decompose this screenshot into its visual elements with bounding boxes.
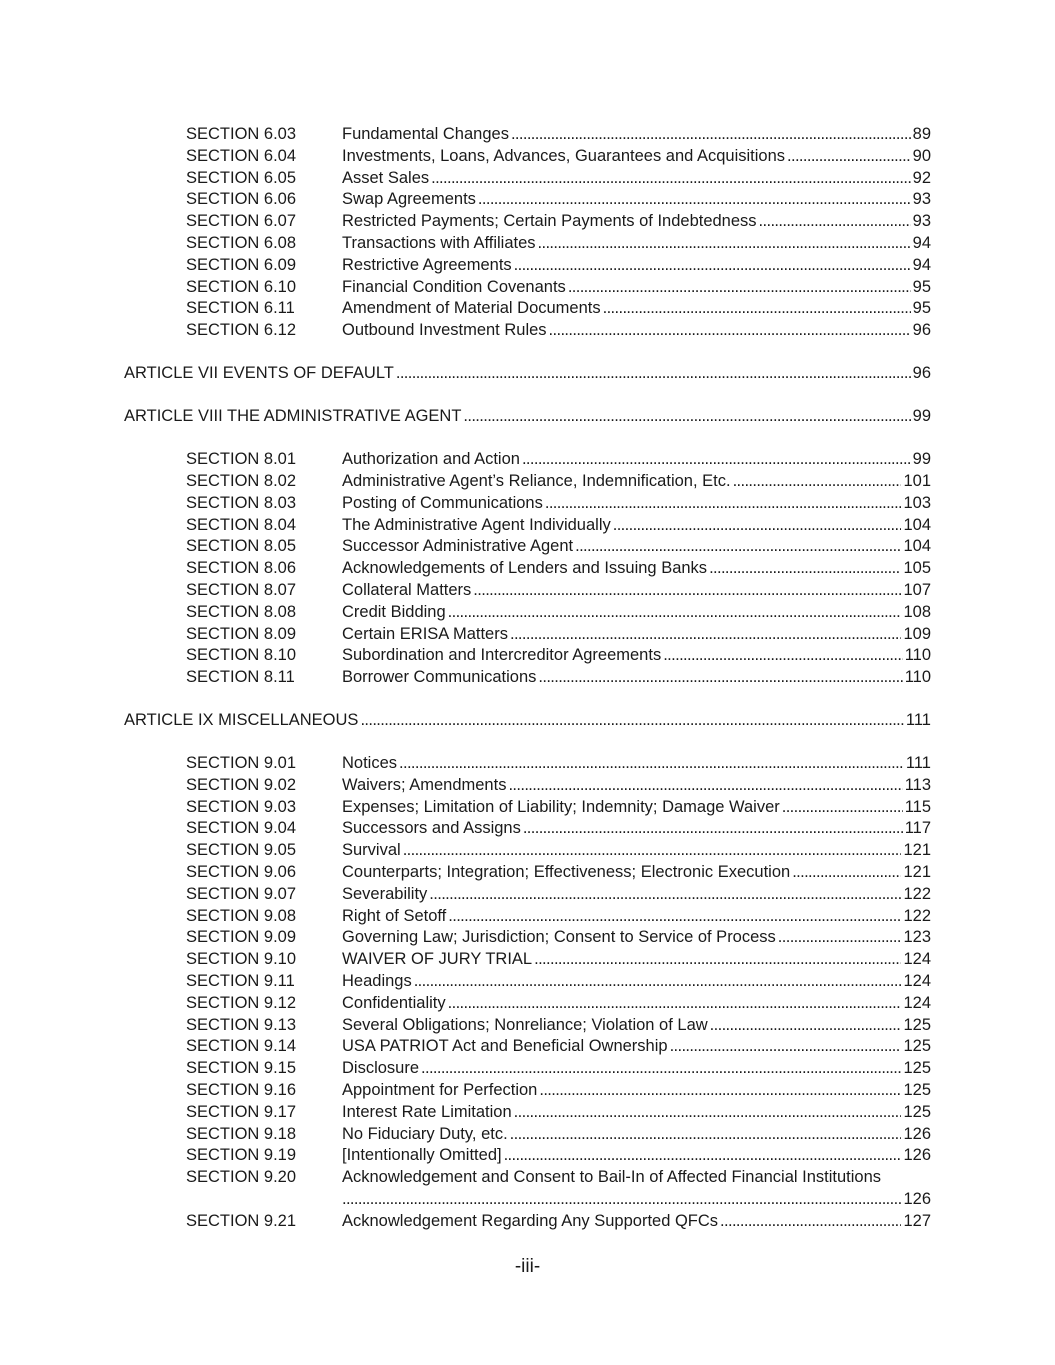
section-number: SECTION 8.09 [186,624,297,643]
section-number: SECTION 8.03 [186,493,297,512]
article-title: ARTICLE VII EVENTS OF DEFAULT [124,364,394,383]
section-number: SECTION 9.06 [186,863,297,882]
toc-section-row[interactable] [0,168,1055,190]
section-title: Successors and Assigns [342,819,521,838]
section-page: 124 [903,993,931,1012]
toc-section-row[interactable] [0,580,1055,602]
dot-leader [709,558,901,580]
dot-leader [778,927,902,949]
section-title: Amendment of Material Documents [342,299,601,318]
section-number: SECTION 9.14 [186,1037,297,1056]
section-page: 109 [903,624,931,643]
section-page: 126 [903,1190,931,1208]
section-number: SECTION 9.15 [186,1059,297,1078]
toc-article-7[interactable] [0,363,1055,385]
table-of-contents [0,124,1055,1233]
section-page: 127 [903,1211,931,1230]
dot-leader [523,818,903,840]
section-page: 103 [903,493,931,512]
section-title: Financial Condition Covenants [342,277,566,296]
section-number: SECTION 8.08 [186,602,297,621]
section-number: SECTION 6.11 [186,299,295,318]
section-page: 124 [903,950,931,969]
section-page: 123 [903,928,931,947]
section-title: Right of Setoff [342,906,447,925]
section-page: 94 [912,255,931,274]
section-number: SECTION 9.09 [186,928,297,947]
dot-leader [792,862,901,884]
section-title: Governing Law; Jurisdiction; Consent to Service of Process [342,928,776,947]
section-title: [Intentionally Omitted] [342,1146,502,1165]
toc-section-row[interactable] [0,255,1055,277]
dot-leader [504,1145,902,1167]
section-title: Disclosure [342,1059,420,1078]
dot-leader [733,471,902,493]
section-number: SECTION 9.10 [186,950,297,969]
spacer [0,385,1055,406]
section-number: SECTION 9.02 [186,775,297,794]
section-page: 126 [903,1124,931,1143]
section-page: 107 [903,580,931,599]
toc-section-row[interactable] [0,298,1055,320]
dot-leader [549,320,911,342]
toc-section-row[interactable] [0,1036,1055,1058]
section-number: SECTION 9.03 [186,797,297,816]
toc-section-row[interactable] [0,797,1055,819]
section-page: 125 [903,1015,931,1034]
toc-article-9[interactable] [0,710,1055,732]
toc-section-row[interactable] [0,602,1055,624]
section-title: Certain ERISA Matters [342,624,508,643]
toc-section-row[interactable] [0,753,1055,775]
toc-section-row[interactable] [0,949,1055,971]
section-title: Confidentiality [342,993,446,1012]
section-title: Subordination and Intercreditor Agreements [342,646,662,665]
section-page: 104 [903,537,931,556]
dot-leader [603,298,911,320]
section-page: 99 [912,450,931,469]
dot-leader [508,775,902,797]
section-number: SECTION 8.11 [186,668,295,687]
section-title: Transactions with Affiliates [342,233,536,252]
toc-section-row[interactable] [0,1102,1055,1124]
article-title: ARTICLE IX MISCELLANEOUS [124,711,359,730]
section-number: SECTION 9.05 [186,841,297,860]
section-title: USA PATRIOT Act and Beneficial Ownership [342,1037,668,1056]
dot-leader [514,255,911,277]
section-title: Waivers; Amendments [342,775,507,794]
toc-section-row[interactable] [0,775,1055,797]
section-page: 122 [903,884,931,903]
section-page: 126 [903,1146,931,1165]
dot-leader [473,580,901,602]
section-title: Several Obligations; Nonreliance; Violation of Law [342,1015,708,1034]
toc-section-row[interactable] [0,536,1055,558]
section-page: 113 [904,775,931,794]
section-number: SECTION 9.13 [186,1015,297,1034]
section-number: SECTION 6.06 [186,190,297,209]
section-number: SECTION 9.07 [186,884,297,903]
section-number: SECTION 8.04 [186,515,297,534]
spacer [0,732,1055,753]
section-title: Swap Agreements [342,190,476,209]
section-title: Collateral Matters [342,580,472,599]
article-page: 99 [912,407,931,426]
section-title: Expenses; Limitation of Liability; Indemnity; Damage Waiver [342,797,780,816]
section-number: SECTION 8.06 [186,559,297,578]
section-page: 121 [903,863,931,882]
dot-leader [396,363,911,385]
section-number: SECTION 9.18 [186,1124,297,1143]
section-title: Acknowledgement and Consent to Bail-In of Affected Financial Institutions [342,1168,882,1187]
section-number: SECTION 9.11 [186,972,295,991]
section-page: 125 [903,1059,931,1078]
dot-leader [538,667,902,689]
dot-leader [399,753,904,775]
section-page: 115 [904,797,931,816]
section-title: No Fiduciary Duty, etc. [342,1124,508,1143]
toc-section-row[interactable] [0,146,1055,168]
section-title: Outbound Investment Rules [342,321,547,340]
spacer [0,342,1055,363]
spacer [0,428,1055,449]
dot-leader [539,1080,901,1102]
section-number: SECTION 6.09 [186,255,297,274]
section-page: 104 [903,515,931,534]
dot-leader [448,906,901,928]
section-number: SECTION 6.10 [186,277,297,296]
toc-section-row[interactable] [0,449,1055,471]
section-title: Restrictive Agreements [342,255,512,274]
dot-leader [514,1102,902,1124]
toc-section-row[interactable] [0,667,1055,689]
dot-leader [360,710,903,732]
section-title: Survival [342,841,401,860]
section-list-article-6 [0,124,1055,342]
dot-leader [613,515,902,537]
toc-section-row[interactable] [0,1015,1055,1037]
section-title: Administrative Agent’s Reliance, Indemnification, Etc. [342,471,731,490]
section-title: The Administrative Agent Individually [342,515,611,534]
toc-section-row[interactable] [0,971,1055,993]
section-page: 108 [903,602,931,621]
section-number: SECTION 8.01 [186,450,297,469]
section-page: 125 [903,1081,931,1100]
section-page: 110 [904,646,931,665]
dot-leader [670,1036,902,1058]
section-page: 95 [912,277,931,296]
section-number: SECTION 8.05 [186,537,297,556]
dot-leader [448,602,902,624]
toc-section-row[interactable] [0,211,1055,233]
toc-section-row[interactable] [0,320,1055,342]
section-page: 94 [912,233,931,252]
toc-section-row[interactable] [0,471,1055,493]
dot-leader [414,971,902,993]
toc-section-row[interactable] [0,493,1055,515]
section-page: 95 [912,299,931,318]
dot-leader [429,884,901,906]
section-number: SECTION 9.12 [186,993,297,1012]
section-number: SECTION 9.08 [186,906,297,925]
section-title: Severability [342,884,428,903]
section-title: Successor Administrative Agent [342,537,574,556]
toc-section-row[interactable] [0,645,1055,667]
section-page: 124 [903,972,931,991]
toc-section-row[interactable] [0,818,1055,840]
section-number: SECTION 6.04 [186,146,297,165]
toc-section-row[interactable] [0,233,1055,255]
section-page: 110 [904,668,931,687]
section-page: 117 [904,819,931,838]
toc-section-row[interactable] [0,862,1055,884]
section-number: SECTION 6.12 [186,321,297,340]
toc-section-row[interactable] [0,993,1055,1015]
toc-section-row[interactable] [0,906,1055,928]
toc-section-row[interactable] [0,558,1055,580]
dot-leader [720,1211,901,1233]
toc-section-row[interactable] [0,1080,1055,1102]
section-page: 92 [912,168,931,187]
section-title: Credit Bidding [342,602,446,621]
section-number: SECTION 9.16 [186,1081,297,1100]
toc-section-9-21[interactable] [0,1211,1055,1233]
dot-leader [759,211,911,233]
dot-leader [538,233,911,255]
section-number: SECTION 8.02 [186,471,297,490]
section-list-article-9 [0,753,1055,1167]
section-number: SECTION 6.05 [186,168,297,187]
dot-leader [522,449,911,471]
dot-leader [403,840,902,862]
section-page: 89 [912,125,931,143]
section-title: Interest Rate Limitation [342,1102,512,1121]
section-title: Appointment for Perfection [342,1081,538,1100]
section-page: 101 [903,471,931,490]
toc-section-row[interactable] [0,624,1055,646]
section-list-article-8 [0,449,1055,689]
section-number: SECTION 9.19 [186,1146,297,1165]
section-number: SECTION 8.10 [186,646,297,665]
dot-leader [510,624,901,646]
section-page: 125 [903,1102,931,1121]
section-title: Headings [342,972,412,991]
section-title: Counterparts; Integration; Effectiveness; Electronic Execution [342,863,791,882]
section-title: Asset Sales [342,168,430,187]
section-number: SECTION 9.21 [186,1211,297,1230]
section-number: SECTION 9.04 [186,819,297,838]
section-number: SECTION 8.07 [186,580,297,599]
dot-leader [568,277,911,299]
toc-section-row[interactable] [0,927,1055,949]
dot-leader [545,493,902,515]
section-title: Authorization and Action [342,450,520,469]
dot-leader [787,146,911,168]
toc-article-8[interactable] [0,406,1055,428]
section-title: Borrower Communications [342,668,537,687]
article-page: 96 [912,364,931,383]
toc-section-row[interactable] [0,189,1055,211]
dot-leader [342,1189,901,1211]
toc-section-row[interactable] [0,277,1055,299]
section-title: WAIVER OF JURY TRIAL [342,950,533,969]
section-page: 122 [903,906,931,925]
toc-section-9-20[interactable] [0,1167,1055,1189]
section-title: Acknowledgement Regarding Any Supported QFCs [342,1211,719,1230]
section-number: SECTION 6.08 [186,233,297,252]
section-number: SECTION 6.07 [186,212,297,231]
dot-leader [511,124,911,146]
section-title: Posting of Communications [342,493,543,512]
article-title: ARTICLE VIII THE ADMINISTRATIVE AGENT [124,407,462,426]
section-page: 111 [905,754,931,773]
dot-leader [448,993,902,1015]
toc-section-row[interactable] [0,1145,1055,1167]
toc-section-row[interactable] [0,884,1055,906]
section-page: 105 [903,559,931,578]
toc-section-row[interactable] [0,515,1055,537]
section-number: SECTION 9.20 [186,1168,297,1187]
section-title: Notices [342,754,398,773]
section-number: SECTION 9.17 [186,1102,297,1121]
dot-leader [478,189,911,211]
toc-section-row[interactable] [0,1058,1055,1080]
section-title: Fundamental Changes [342,125,509,143]
section-page: 90 [912,146,931,165]
section-title: Restricted Payments; Certain Payments of Indebtedness [342,212,757,231]
spacer [0,689,1055,710]
section-title: Acknowledgements of Lenders and Issuing Banks [342,559,708,578]
dot-leader [431,168,911,190]
dot-leader [463,406,910,428]
dot-leader [663,645,902,667]
page-number-footer: -iii- [514,1256,541,1277]
section-number: SECTION 6.03 [186,125,297,143]
toc-section-row[interactable] [0,124,1055,146]
dot-leader [534,949,901,971]
dot-leader [421,1058,901,1080]
section-page: 125 [903,1037,931,1056]
section-page: 93 [912,190,931,209]
section-number: SECTION 9.01 [186,754,297,773]
section-page: 121 [903,841,931,860]
toc-section-row[interactable] [0,1124,1055,1146]
dot-leader [782,797,903,819]
article-page: 111 [905,711,931,730]
dot-leader [510,1124,902,1146]
section-title: Investments, Loans, Advances, Guarantees and Acquisitions [342,146,786,165]
dot-leader [575,536,901,558]
dot-leader [710,1015,902,1037]
toc-section-row[interactable] [0,840,1055,862]
section-page: 96 [912,321,931,340]
section-page: 93 [912,212,931,231]
toc-section-9-20-continued [0,1189,1055,1211]
